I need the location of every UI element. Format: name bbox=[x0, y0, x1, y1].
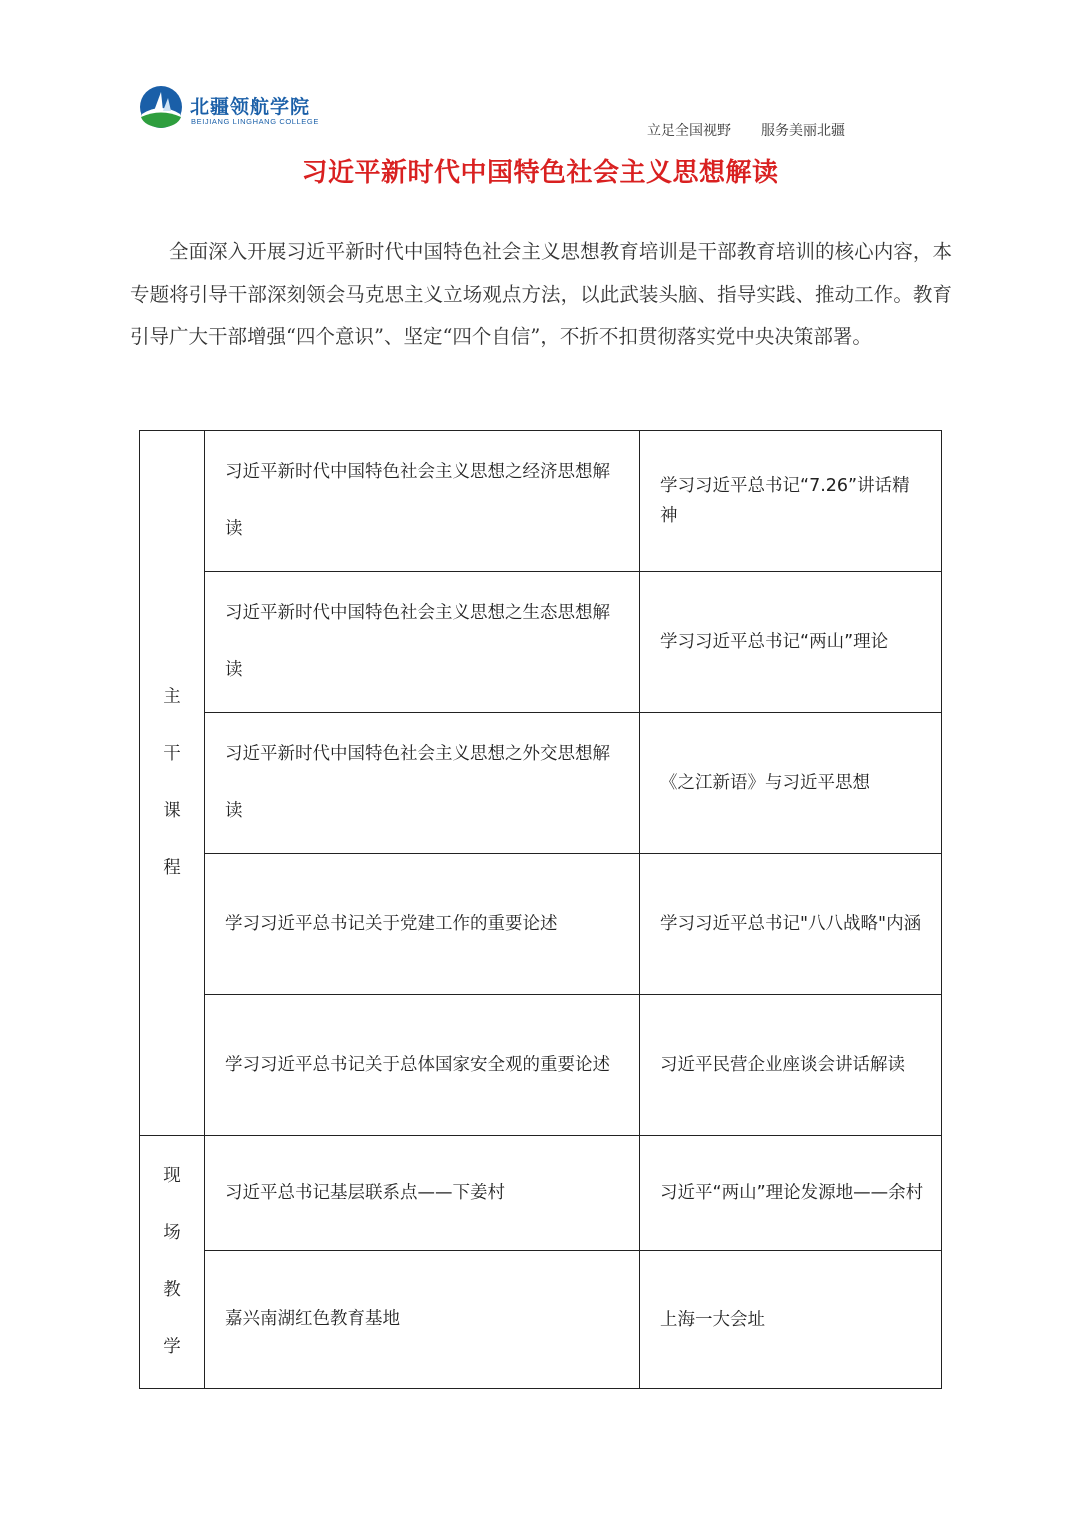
site-cell: 习近平总书记基层联系点——下姜村 bbox=[205, 1136, 640, 1251]
table-row bbox=[140, 431, 942, 572]
page-title: 习近平新时代中国特色社会主义思想解读 bbox=[301, 158, 779, 188]
course-cell: 学习习近平总书记关于党建工作的重要论述 bbox=[205, 854, 640, 995]
header-slogan bbox=[647, 120, 845, 140]
category-char: 场 bbox=[163, 1223, 181, 1243]
category-char: 课 bbox=[163, 801, 181, 821]
table-row bbox=[140, 1136, 942, 1251]
course-cell: 学习习近平总书记"八八战略"内涵 bbox=[640, 854, 942, 995]
course-cell: 习近平新时代中国特色社会主义思想之生态思想解读 bbox=[205, 572, 640, 713]
course-cell: 学习习近平总书记“7.26”讲话精神 bbox=[640, 431, 942, 572]
course-cell: 习近平新时代中国特色社会主义思想之外交思想解读 bbox=[205, 713, 640, 854]
site-cell: 上海一大会址 bbox=[640, 1251, 942, 1389]
logo-chinese-name: 北疆领航学院 bbox=[190, 96, 311, 118]
site-cell: 习近平“两山”理论发源地——余村 bbox=[640, 1136, 942, 1251]
slogan-part-1: 立足全国视野 bbox=[647, 123, 731, 139]
category-char: 学 bbox=[163, 1337, 181, 1357]
table-row bbox=[140, 1251, 942, 1389]
course-cell: 习近平民营企业座谈会讲话解读 bbox=[640, 995, 942, 1136]
table-row bbox=[140, 713, 942, 854]
category-char: 教 bbox=[163, 1280, 181, 1300]
category-main-courses bbox=[140, 431, 205, 1136]
course-table bbox=[139, 430, 942, 1389]
site-cell: 嘉兴南湖红色教育基地 bbox=[205, 1251, 640, 1389]
category-char: 干 bbox=[163, 744, 181, 764]
course-cell: 学习习近平总书记关于总体国家安全观的重要论述 bbox=[205, 995, 640, 1136]
category-char: 现 bbox=[163, 1166, 181, 1186]
course-cell: 《之江新语》与习近平思想 bbox=[640, 713, 942, 854]
category-char: 主 bbox=[163, 687, 181, 707]
course-cell: 习近平新时代中国特色社会主义思想之经济思想解读 bbox=[205, 431, 640, 572]
slogan-part-2: 服务美丽北疆 bbox=[761, 123, 845, 139]
intro-paragraph: 全面深入开展习近平新时代中国特色社会主义思想教育培训是干部教育培训的核心内容，本专题将引导干部深刻领会马克思主义立场观点方法，以此武装头脑、指导实践、推动工作。教育引导广大干部增强“四个意识”、坚定“四个自信”，不折不扣贯彻落实党中央决策部署。 bbox=[130, 240, 952, 348]
table-row bbox=[140, 995, 942, 1136]
category-site-teaching bbox=[140, 1136, 205, 1389]
table-row bbox=[140, 572, 942, 713]
logo-english-name: BEIJIANG LINGHANG COLLEGE bbox=[191, 117, 319, 126]
table-row bbox=[140, 854, 942, 995]
course-cell: 学习习近平总书记“两山”理论 bbox=[640, 572, 942, 713]
category-char: 程 bbox=[163, 858, 181, 878]
college-logo bbox=[138, 84, 338, 130]
college-emblem-icon bbox=[138, 84, 184, 130]
